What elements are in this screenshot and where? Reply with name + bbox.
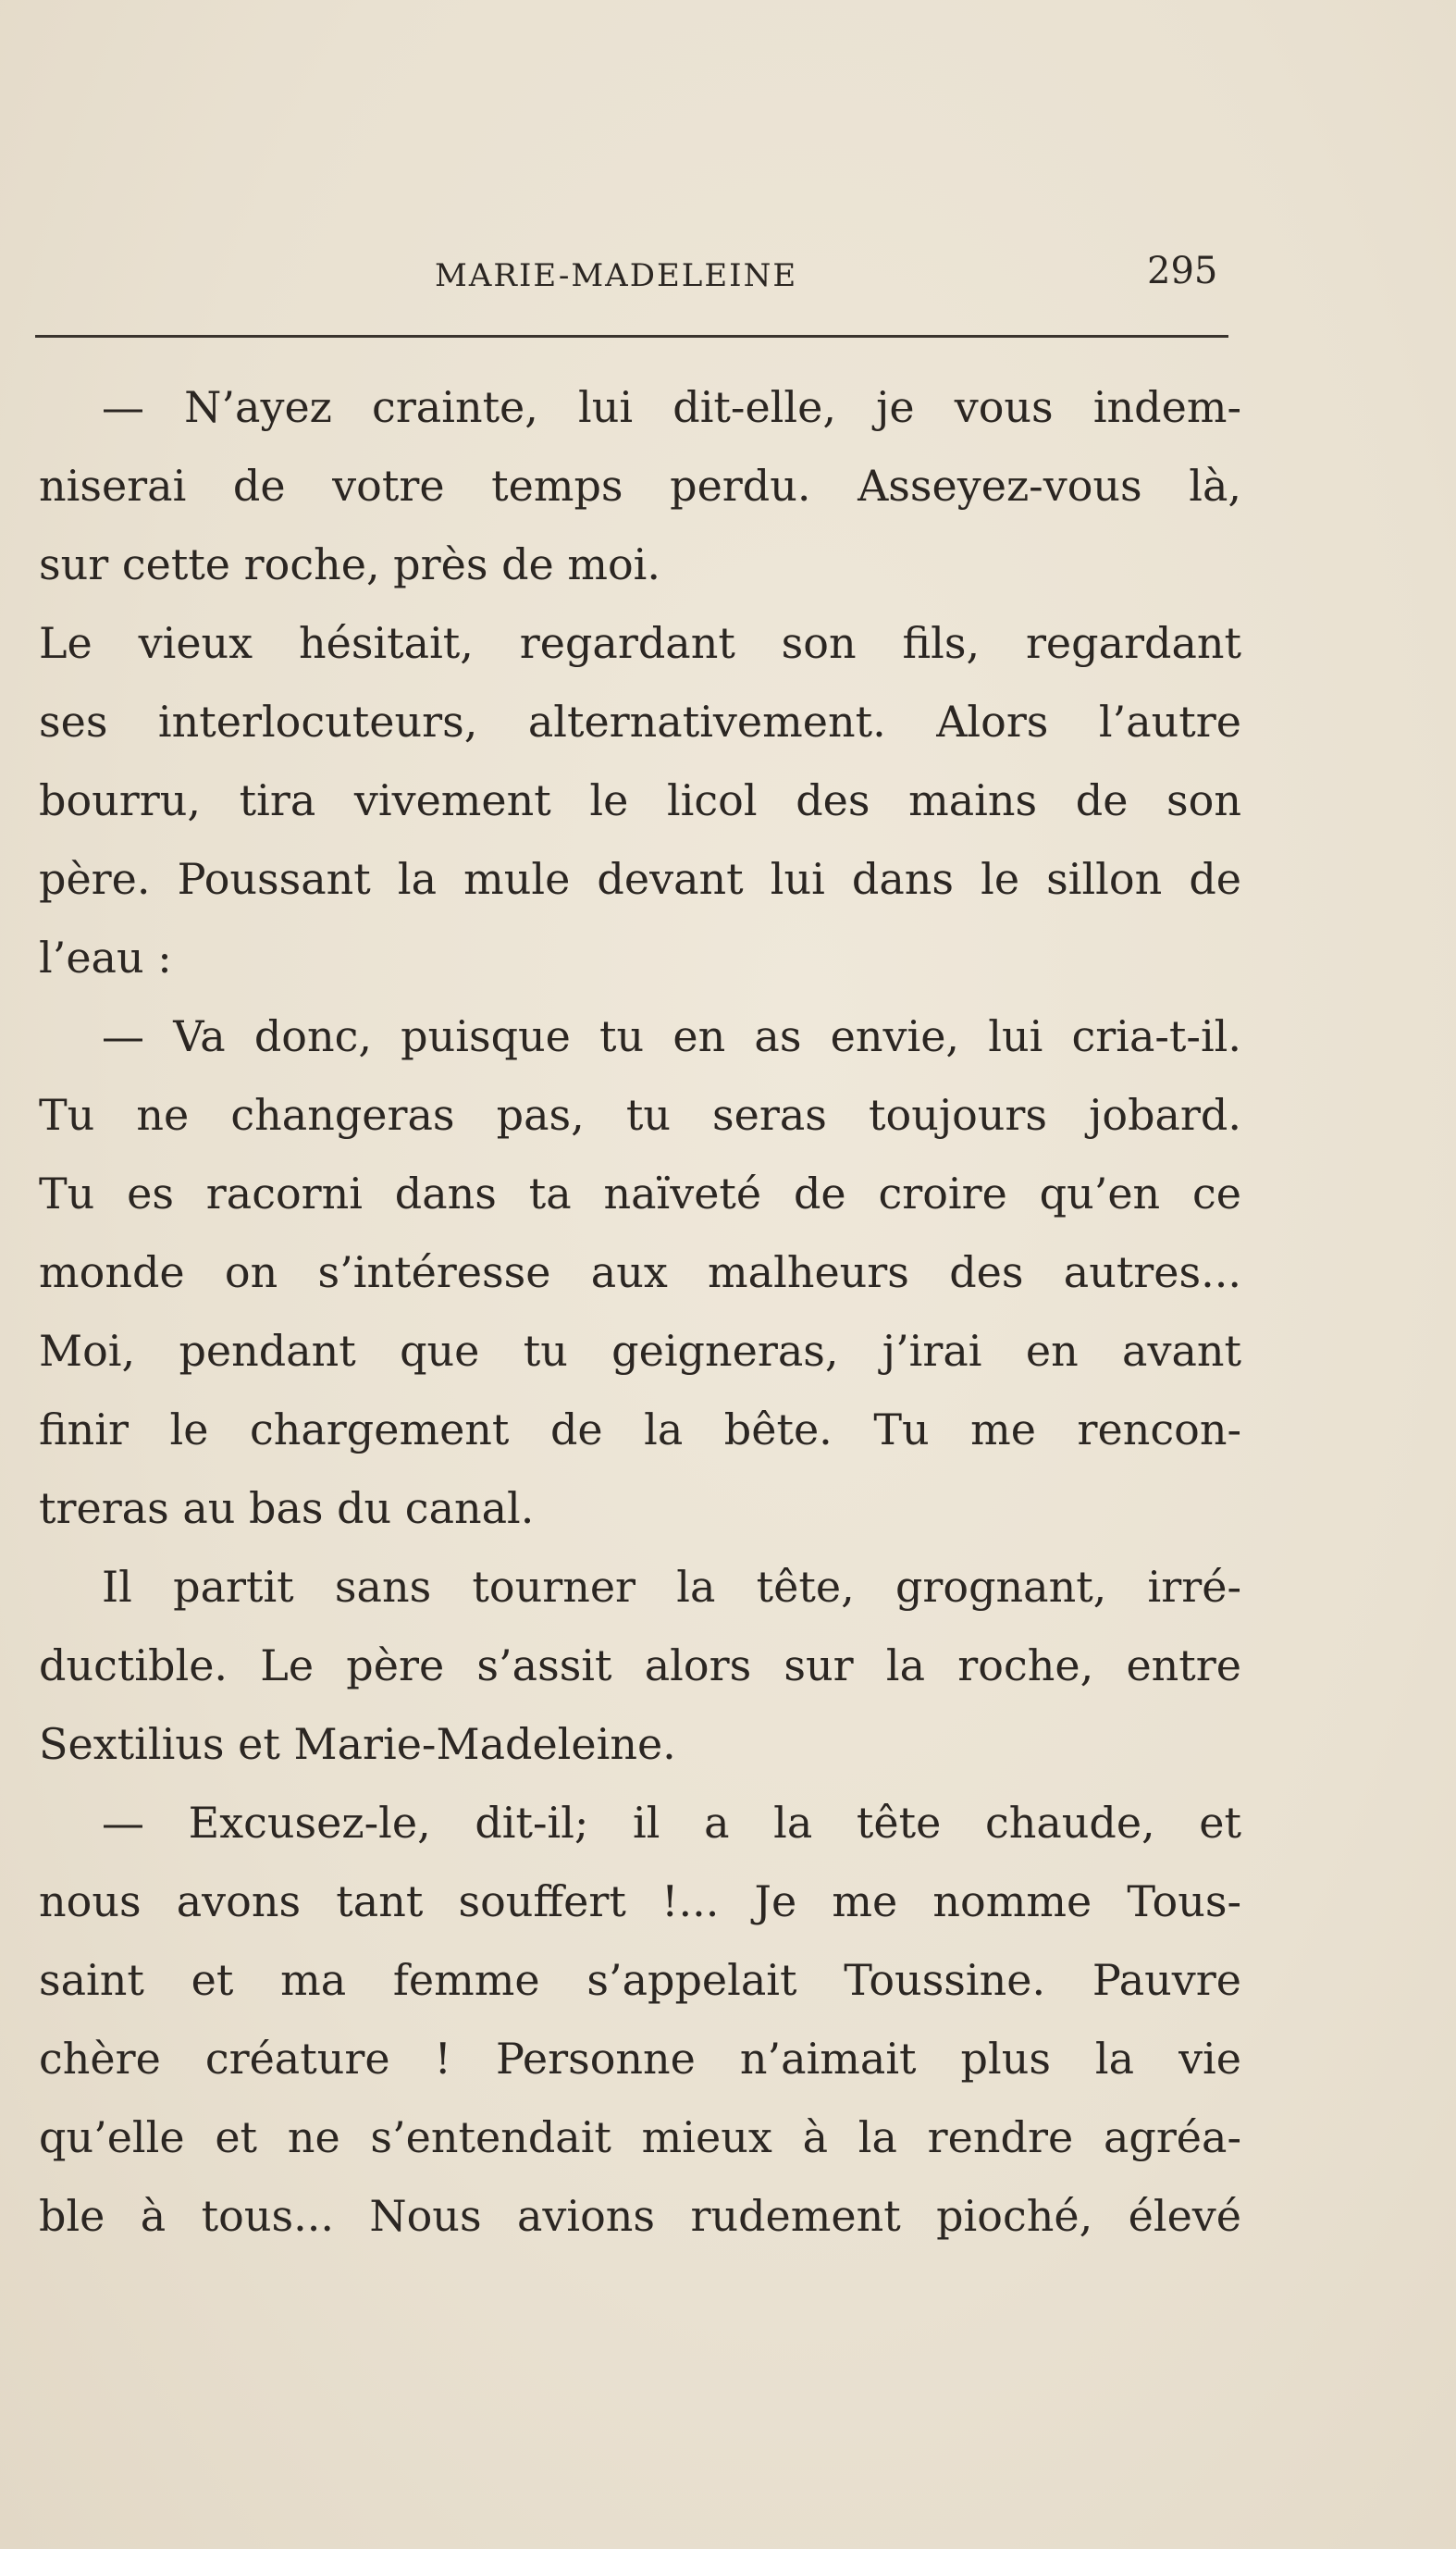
text-line: Il partit sans tourner la tête, grognant, irré- — [102, 1562, 1241, 1612]
text-line: nous avons tant souffert !... Je me nomme Tous- — [39, 1876, 1241, 1926]
text-line: monde on s’intéresse aux malheurs des autres... — [39, 1247, 1241, 1297]
text-line: — Excusez-le, dit-il; il a la tête chaude, et — [102, 1798, 1241, 1848]
text-line: l’eau : — [39, 933, 172, 983]
text-line: père. Poussant la mule devant lui dans le sillon de — [39, 854, 1241, 904]
header-rule — [35, 335, 1228, 338]
text-line: Sextilius et Marie-Madeleine. — [39, 1719, 676, 1769]
text-line: — Va donc, puisque tu en as envie, lui cria-t-il. — [102, 1011, 1241, 1061]
text-line: niserai de votre temps perdu. Asseyez-vous là, — [39, 461, 1241, 511]
text-line: Tu es racorni dans ta naïveté de croire qu’en ce — [39, 1169, 1241, 1219]
text-line: sur cette roche, près de moi. — [39, 539, 661, 589]
text-line: — N’ayez crainte, lui dit-elle, je vous indem- — [102, 382, 1241, 432]
text-line: saint et ma femme s’appelait Toussine. Pauvre — [39, 1955, 1241, 2005]
text-line: Moi, pendant que tu geigneras, j’irai en avant — [39, 1326, 1241, 1376]
text-line: ductible. Le père s’assit alors sur la roche, entre — [39, 1640, 1241, 1690]
page-number: 295 — [1147, 250, 1218, 292]
text-line: Tu ne changeras pas, tu seras toujours jobard. — [39, 1090, 1241, 1140]
text-line: qu’elle et ne s’entendait mieux à la rendre agréa- — [39, 2112, 1241, 2162]
text-line: Le vieux hésitait, regardant son fils, regardant — [39, 618, 1241, 668]
text-line: finir le chargement de la bête. Tu me rencon- — [39, 1404, 1241, 1454]
body-text — [39, 368, 1241, 2256]
text-line: bourru, tira vivement le licol des mains de son — [39, 775, 1241, 825]
text-line: treras au bas du canal. — [39, 1483, 535, 1533]
text-line: ses interlocuteurs, alternativement. Alors l’autre — [39, 697, 1241, 747]
text-line: chère créature ! Personne n’aimait plus la vie — [39, 2034, 1241, 2084]
text-line: ble à tous... Nous avions rudement pioché, élevé — [39, 2191, 1241, 2241]
running-head: MARIE-MADELEINE — [435, 257, 798, 294]
